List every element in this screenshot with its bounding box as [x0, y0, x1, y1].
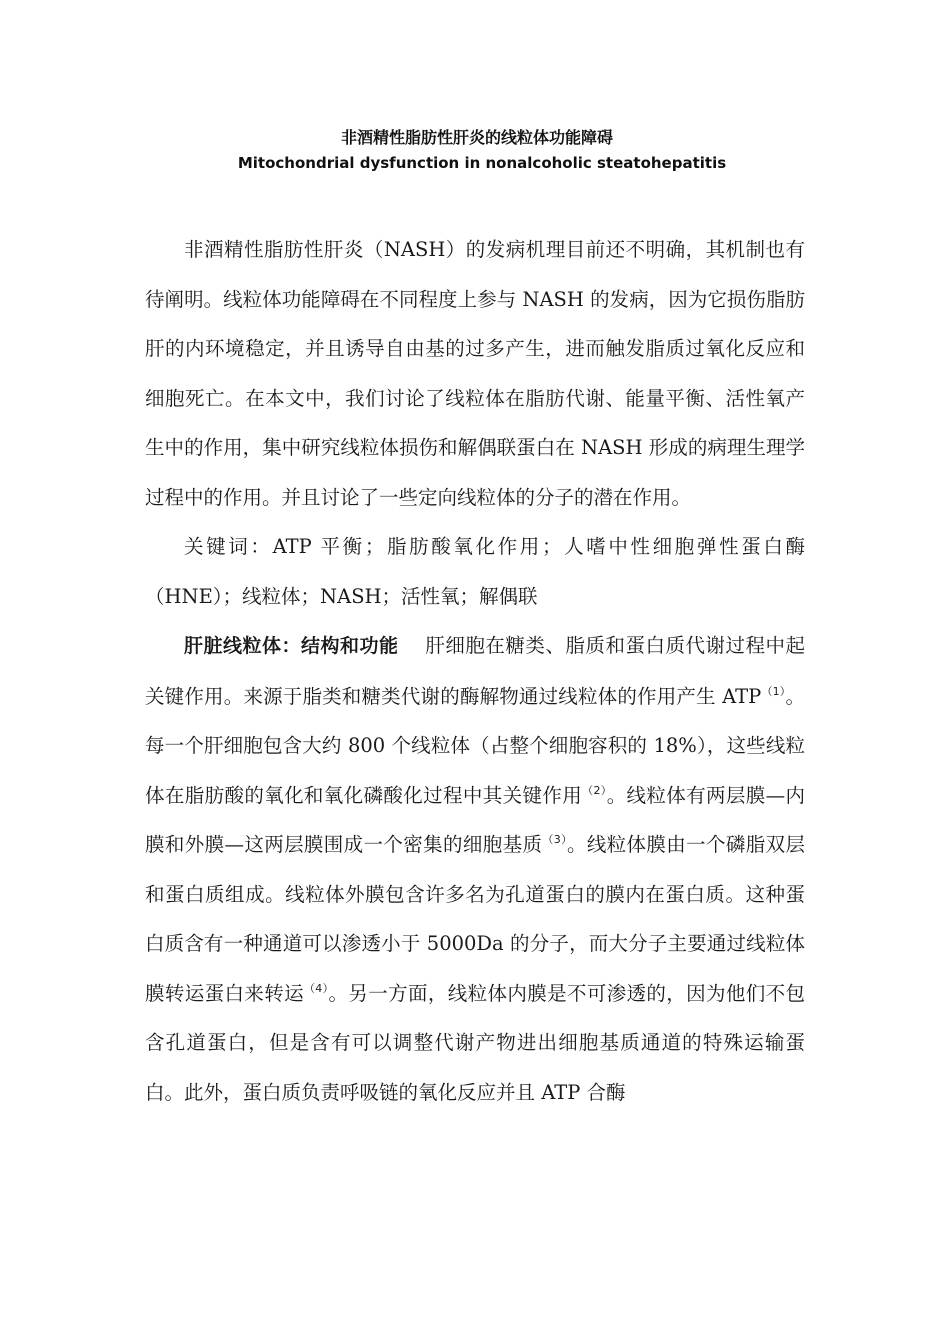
keywords-paragraph	[145, 522, 805, 621]
section-text-2: 。每一个肝细胞包含大约 800 个线粒体（占整个细胞容积的 18%），这些线粒体在脂肪酸的氧化和氧化磷酸化过程中其关键作用	[145, 684, 806, 807]
citation-1: （1）	[761, 684, 786, 698]
section-text-1: 肝细胞在糖类、脂质和蛋白质代谢过程中起关键作用。来源于脂类和糖类代谢的酶解物通过线粒体的作用产生 ATP	[145, 634, 805, 708]
abstract-text: 非酒精性脂肪性肝炎（NASH）的发病机理目前还不明确，其机制也有待阐明。线粒体功能障碍在不同程度上参与 NASH 的发病，因为它损伤脂肪肝的内环境稳定，并且诱导自由基的过多产生，进而触发脂质过氧化反应和细胞死亡。在本文中，我们讨论了线粒体在脂肪代谢、能量平衡、活性氧产生中的作用，集中研究线粒体损伤和解偶联蛋白在 NASH 形成的病理生理学过程中的作用。并且讨论了一些定向线粒体的分子的潜在作用。	[145, 238, 805, 509]
abstract-paragraph	[145, 225, 805, 522]
section-text-4: 。线粒体膜由一个磷脂双层和蛋白质组成。线粒体外膜包含许多名为孔道蛋白的膜内在蛋白质。这种蛋白质含有一种通道可以渗透小于 5000Da 的分子，而大分子主要通过线粒体膜转运蛋白来转运	[145, 833, 805, 1005]
section-heading: 肝脏线粒体：结构和功能	[184, 635, 399, 657]
section-text-3: 。线粒体有两层膜—内膜和外膜—这两层膜围成一个密集的细胞基质	[145, 783, 805, 856]
document-body	[145, 225, 805, 1117]
title-block	[0, 126, 950, 175]
section-paragraph	[145, 621, 805, 1117]
title-english: Mitochondrial dysfunction in nonalcoholic steatohepatitis	[237, 154, 727, 172]
section-text-5: 。另一方面，线粒体内膜是不可渗透的，因为他们不包含孔道蛋白，但是含有可以调整代谢产物进出细胞基质通道的特殊运输蛋白。此外，蛋白质负责呼吸链的氧化反应并且 ATP 合酶	[145, 981, 805, 1104]
citation-2: （2）	[582, 783, 607, 797]
title-chinese: 非酒精性脂肪性肝炎的线粒体功能障碍	[340, 128, 613, 147]
citation-4: （4）	[303, 981, 329, 995]
keywords-text: 关键词：ATP 平衡；脂肪酸氧化作用；人嗜中性细胞弹性蛋白酶（HNE）；线粒体；NASH；活性氧；解偶联	[145, 535, 805, 608]
citation-3: （3）	[542, 833, 567, 846]
